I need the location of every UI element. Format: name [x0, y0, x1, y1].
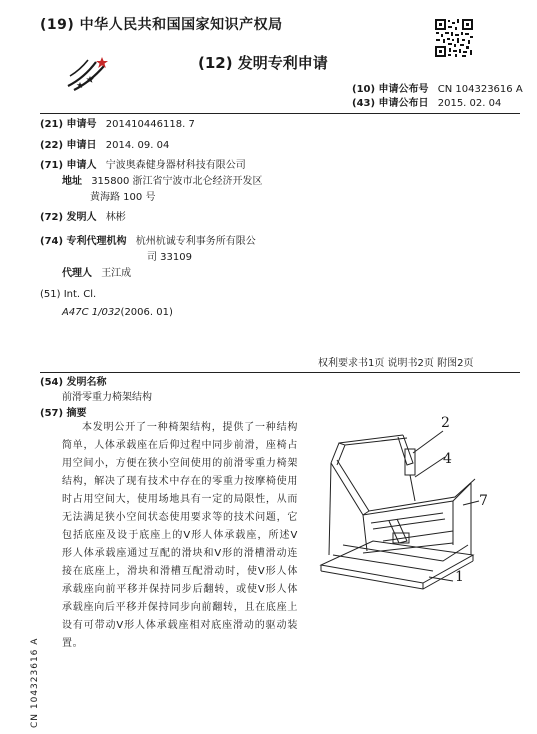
page-counts: 权利要求书1页 说明书2页 附图2页 [318, 358, 474, 369]
office-name: (19) 中华人民共和国国家知识产权局 [40, 17, 283, 33]
filing-date: 2014. 09. 04 [105, 140, 170, 151]
intcl-label: (51) Int. Cl. [40, 289, 97, 300]
filing-date-row [40, 139, 169, 153]
abstract-text: 本发明公开了一种椅架结构，提供了一种结构简单，人体承载座在后仰过程中同步前滑，座椅占用空间小，方便在狭小空间使用的前滑零重力椅架结构，解决了现有技术中存在的零重力按摩椅使用时占用空间大，使用场地具有一定的局限性，从而无法满足狭小空间状态使用要求等的技术问题，它包括底座及设于底座上的V形人体承载座，所述V形人体承载座通过互配的滑块和V形的滑槽滑动连接在底座上，滑块和滑槽互配滑动时，使V形人体承载座向前平移并保持同步后翻转，或使V形人体承载座向后平移并保持同步向前翻转，且在底座上设有可带动V形人体承载座相对底座滑动的驱动装置。 [62, 422, 298, 649]
applicant-name: 宁波奥森健身器材科技有限公司 [105, 160, 246, 171]
cnipa-logo [66, 56, 112, 94]
agency-line-1: 杭州杭诚专利事务所有限公 [135, 236, 256, 247]
abstract-label: (57) 摘要 [40, 408, 87, 419]
invention-title: 前滑零重力椅架结构 [62, 392, 152, 403]
document-type: (12) 发明专利申请 [198, 54, 328, 72]
inventor-label: (72) 发明人 [40, 212, 97, 223]
header-divider [40, 113, 520, 114]
callout-label: 4 [443, 451, 452, 467]
agent-row [62, 267, 131, 281]
address-line-2: 黄海路 100 号 [90, 192, 156, 203]
intcl-code: A47C 1/032 [62, 307, 121, 318]
qr-code [434, 18, 474, 58]
publication-number-row [352, 83, 523, 97]
abstract-figure [303, 405, 528, 595]
callout-label: 2 [441, 415, 450, 431]
agency-row [40, 235, 256, 249]
invention-title-label: (54) 发明名称 [40, 377, 107, 388]
publication-date: 2015. 02. 04 [437, 98, 502, 109]
publication-date-row [352, 97, 501, 111]
address-row [62, 175, 263, 189]
publication-number-label: (10) 申请公布号 [352, 84, 429, 95]
application-number-label: (21) 申请号 [40, 119, 97, 130]
side-publication-code: CN 104323616 A [30, 637, 40, 728]
agent-name: 王江成 [101, 268, 132, 279]
inventor-name: 林彬 [105, 212, 126, 223]
agency-label: (74) 专利代理机构 [40, 236, 127, 247]
publication-number: CN 104323616 A [437, 84, 523, 95]
callout-label: 7 [479, 493, 488, 509]
callout-label: 1 [455, 569, 464, 585]
intcl-row [62, 306, 173, 320]
address-label: 地址 [62, 176, 82, 187]
application-number-row [40, 118, 195, 132]
filing-date-label: (22) 申请日 [40, 140, 97, 151]
intcl-year: (2006. 01) [120, 307, 173, 318]
applicant-row [40, 159, 246, 173]
inventor-row [40, 211, 126, 225]
application-number: 201410446118. 7 [105, 119, 195, 130]
body-divider [40, 372, 520, 373]
applicant-label: (71) 申请人 [40, 160, 97, 171]
agent-label: 代理人 [62, 268, 92, 279]
address-line-1: 315800 浙江省宁波市北仑经济开发区 [91, 176, 263, 187]
publication-date-label: (43) 申请公布日 [352, 98, 429, 109]
agency-line-2: 司 33109 [147, 252, 192, 263]
